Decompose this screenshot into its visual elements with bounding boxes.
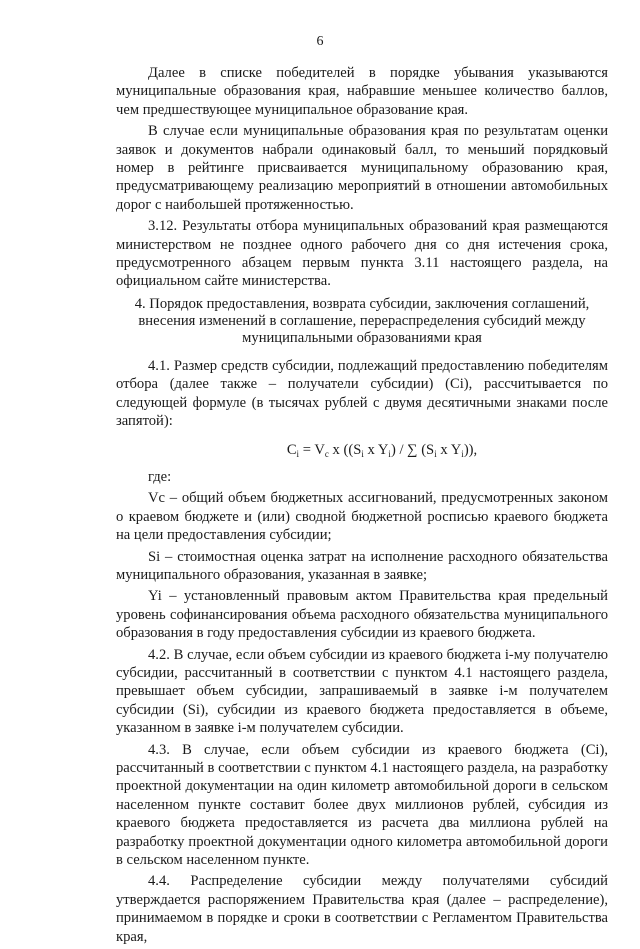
section-heading: 4. Порядок предоставления, возврата субсидии, заключения соглашений, внесения изменений в соглашение, перераспределения субсидий между муниципальными образованиями края <box>134 295 590 346</box>
definition: Vc – общий объем бюджетных ассигнований, предусмотренных законом о краевом бюджете и (или) сводной бюджетной росписью краевого бюджета на цели предоставления субсидии; <box>116 490 608 544</box>
page-number: 6 <box>316 34 324 49</box>
paragraph-4-1: 4.1. Размер средств субсидии, подлежащий предоставлению победителям отбора (далее также – получатели субсидии) (Сi), рассчитывается по следующей формуле (в тысячах рублей с двумя десятичными знаками после запятой): <box>116 357 608 430</box>
where-label: где: <box>148 468 172 485</box>
paragraph: Далее в списке победителей в порядке убывания указываются муниципальные образования края, набравшие меньшее количество баллов, чем предшествующее муниципальное образование края. <box>116 65 608 118</box>
definition: Si – стоимостная оценка затрат на исполнение расходного обязательства муниципального образования, указанная в заявке; <box>116 548 608 583</box>
document-body <box>116 64 608 949</box>
paragraph: 3.12. Результаты отбора муниципальных образований края размещаются министерством не позднее одного рабочего дня со дня истечения срока, предусмотренного абзацем первым пункта 3.11 настоящего раздела, на официальном сайте министерства. <box>116 218 608 290</box>
paragraph-4-4: 4.4. Распределение субсидии между получателями субсидий утверждается распоряжением Правительства края (далее – распределение), принимаемом в порядке и сроки в соответствии с Регламентом Правительства края, <box>116 873 608 945</box>
formula: $C_i = V_c$ x (($S_i$ x $Y_i$) / ∑ ($S_i$ x $Y_i$)), <box>286 441 478 459</box>
paragraph: В случае если муниципальные образования края по результатам оценки заявок и документов набрали одинаковый балл, то меньший порядковый номер в рейтинге присваивается муниципальному образованию края, предусматривающему реализацию мероприятий в отношении автомобильных дорог с наибольшей протяженностью. <box>116 123 608 213</box>
paragraph-4-3: 4.3. В случае, если объем субсидии из краевого бюджета (Сi), рассчитанный в соответствии с пунктом 4.1 настоящего раздела, на разработку проектной документации на один километр автомобильной дороги в сельском населенном пункте составит более двух миллионов рублей, субсидия из краевого бюджета предоставляется из расчета два миллиона рублей на разработку проектной документации одного километра автомобильной дороги в сельском населенном пункте. <box>116 741 608 869</box>
definition: Yi – установленный правовым актом Правительства края предельный уровень софинансирования объема расходного обязательства муниципального образования в году предоставления субсидии из краевого бюджета. <box>116 588 608 642</box>
paragraph-4-2: 4.2. В случае, если объем субсидии из краевого бюджета i-му получателю субсидии, рассчитанный в соответствии с пунктом 4.1 настоящего раздела, превышает объем субсидии, запрашиваемый в заявке i-м получателем субсидии (Si), субсидии из краевого бюджета предоставляется в объеме, указанном в заявке i-м получателем субсидии. <box>116 646 608 737</box>
